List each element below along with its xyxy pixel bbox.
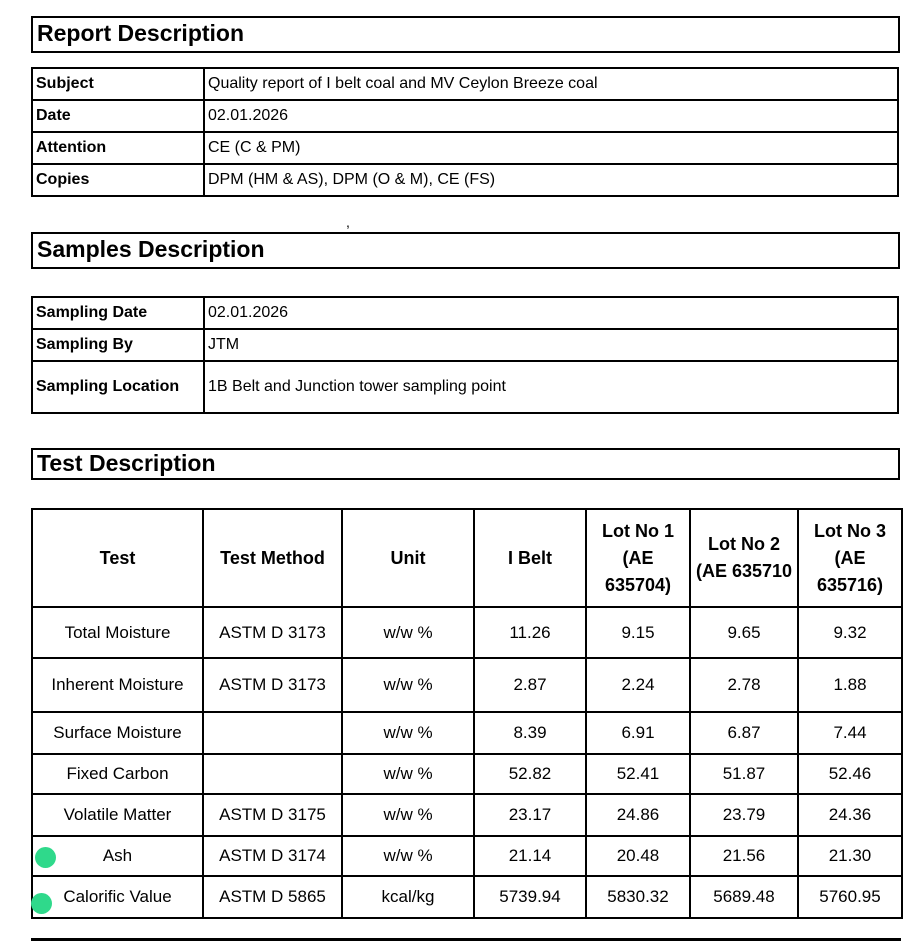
sampling-by-label: Sampling By [32, 329, 204, 361]
header-test: Test [32, 509, 203, 607]
cell-lot3: 24.36 [798, 794, 902, 836]
cell-test: Fixed Carbon [32, 754, 203, 794]
table-row [32, 361, 898, 413]
cell-unit: w/w % [342, 794, 474, 836]
cell-lot3: 7.44 [798, 712, 902, 754]
cell-method [203, 712, 342, 754]
cell-ibelt: 8.39 [474, 712, 586, 754]
header-unit: Unit [342, 509, 474, 607]
table-row [32, 607, 902, 658]
cell-lot2: 51.87 [690, 754, 798, 794]
stray-mark: , [346, 214, 350, 230]
cell-test: Volatile Matter [32, 794, 203, 836]
table-row [32, 68, 898, 100]
cell-unit: w/w % [342, 754, 474, 794]
date-label: Date [32, 100, 204, 132]
cell-unit: w/w % [342, 712, 474, 754]
table-row [32, 754, 902, 794]
cell-lot1: 52.41 [586, 754, 690, 794]
sampling-by-value: JTM [204, 329, 898, 361]
cell-lot1: 2.24 [586, 658, 690, 712]
samples-description-title: Samples Description [31, 232, 900, 269]
date-value: 02.01.2026 [204, 100, 898, 132]
header-lot2: Lot No 2 (AE 635710 [690, 509, 798, 607]
cell-ibelt: 2.87 [474, 658, 586, 712]
table-row [32, 876, 902, 918]
table-row [32, 297, 898, 329]
report-description-title: Report Description [31, 16, 900, 53]
green-marker-dot[interactable] [31, 893, 52, 914]
table-row [32, 132, 898, 164]
table-header-row [32, 509, 902, 607]
cell-test: Total Moisture [32, 607, 203, 658]
sampling-location-value: 1B Belt and Junction tower sampling point [204, 361, 898, 413]
cell-unit: w/w % [342, 658, 474, 712]
samples-description-table [31, 296, 899, 414]
cell-ibelt: 5739.94 [474, 876, 586, 918]
cell-lot1: 5830.32 [586, 876, 690, 918]
cell-lot2: 6.87 [690, 712, 798, 754]
cell-lot1: 6.91 [586, 712, 690, 754]
cell-unit: kcal/kg [342, 876, 474, 918]
report-description-table [31, 67, 899, 197]
cell-method: ASTM D 3173 [203, 658, 342, 712]
table-row [32, 164, 898, 196]
bottom-divider [31, 938, 901, 941]
cell-test: Ash [32, 836, 203, 876]
sampling-date-value: 02.01.2026 [204, 297, 898, 329]
cell-unit: w/w % [342, 836, 474, 876]
test-description-title: Test Description [31, 448, 900, 480]
cell-lot2: 23.79 [690, 794, 798, 836]
cell-unit: w/w % [342, 607, 474, 658]
table-row [32, 794, 902, 836]
cell-lot3: 5760.95 [798, 876, 902, 918]
attention-label: Attention [32, 132, 204, 164]
cell-test: Surface Moisture [32, 712, 203, 754]
cell-lot2: 2.78 [690, 658, 798, 712]
attention-value: CE (C & PM) [204, 132, 898, 164]
cell-lot1: 24.86 [586, 794, 690, 836]
cell-method: ASTM D 3173 [203, 607, 342, 658]
cell-lot2: 21.56 [690, 836, 798, 876]
table-row [32, 712, 902, 754]
cell-lot1: 9.15 [586, 607, 690, 658]
cell-method [203, 754, 342, 794]
cell-lot3: 1.88 [798, 658, 902, 712]
sampling-date-label: Sampling Date [32, 297, 204, 329]
header-ibelt: I Belt [474, 509, 586, 607]
test-description-table [31, 508, 903, 919]
cell-method: ASTM D 3175 [203, 794, 342, 836]
cell-ibelt: 21.14 [474, 836, 586, 876]
cell-method: ASTM D 3174 [203, 836, 342, 876]
copies-value: DPM (HM & AS), DPM (O & M), CE (FS) [204, 164, 898, 196]
cell-lot2: 9.65 [690, 607, 798, 658]
cell-lot3: 21.30 [798, 836, 902, 876]
cell-method: ASTM D 5865 [203, 876, 342, 918]
table-row [32, 658, 902, 712]
cell-lot1: 20.48 [586, 836, 690, 876]
table-row [32, 100, 898, 132]
table-row [32, 836, 902, 876]
table-row [32, 329, 898, 361]
cell-lot2: 5689.48 [690, 876, 798, 918]
cell-test: Inherent Moisture [32, 658, 203, 712]
header-method: Test Method [203, 509, 342, 607]
copies-label: Copies [32, 164, 204, 196]
cell-ibelt: 23.17 [474, 794, 586, 836]
header-lot3: Lot No 3 (AE 635716) [798, 509, 902, 607]
cell-lot3: 9.32 [798, 607, 902, 658]
sampling-location-label: Sampling Location [32, 361, 204, 413]
subject-value: Quality report of I belt coal and MV Ceylon Breeze coal [204, 68, 898, 100]
cell-lot3: 52.46 [798, 754, 902, 794]
cell-ibelt: 52.82 [474, 754, 586, 794]
green-marker-dot[interactable] [35, 847, 56, 868]
header-lot1: Lot No 1 (AE 635704) [586, 509, 690, 607]
cell-test: Calorific Value [32, 876, 203, 918]
cell-ibelt: 11.26 [474, 607, 586, 658]
subject-label: Subject [32, 68, 204, 100]
